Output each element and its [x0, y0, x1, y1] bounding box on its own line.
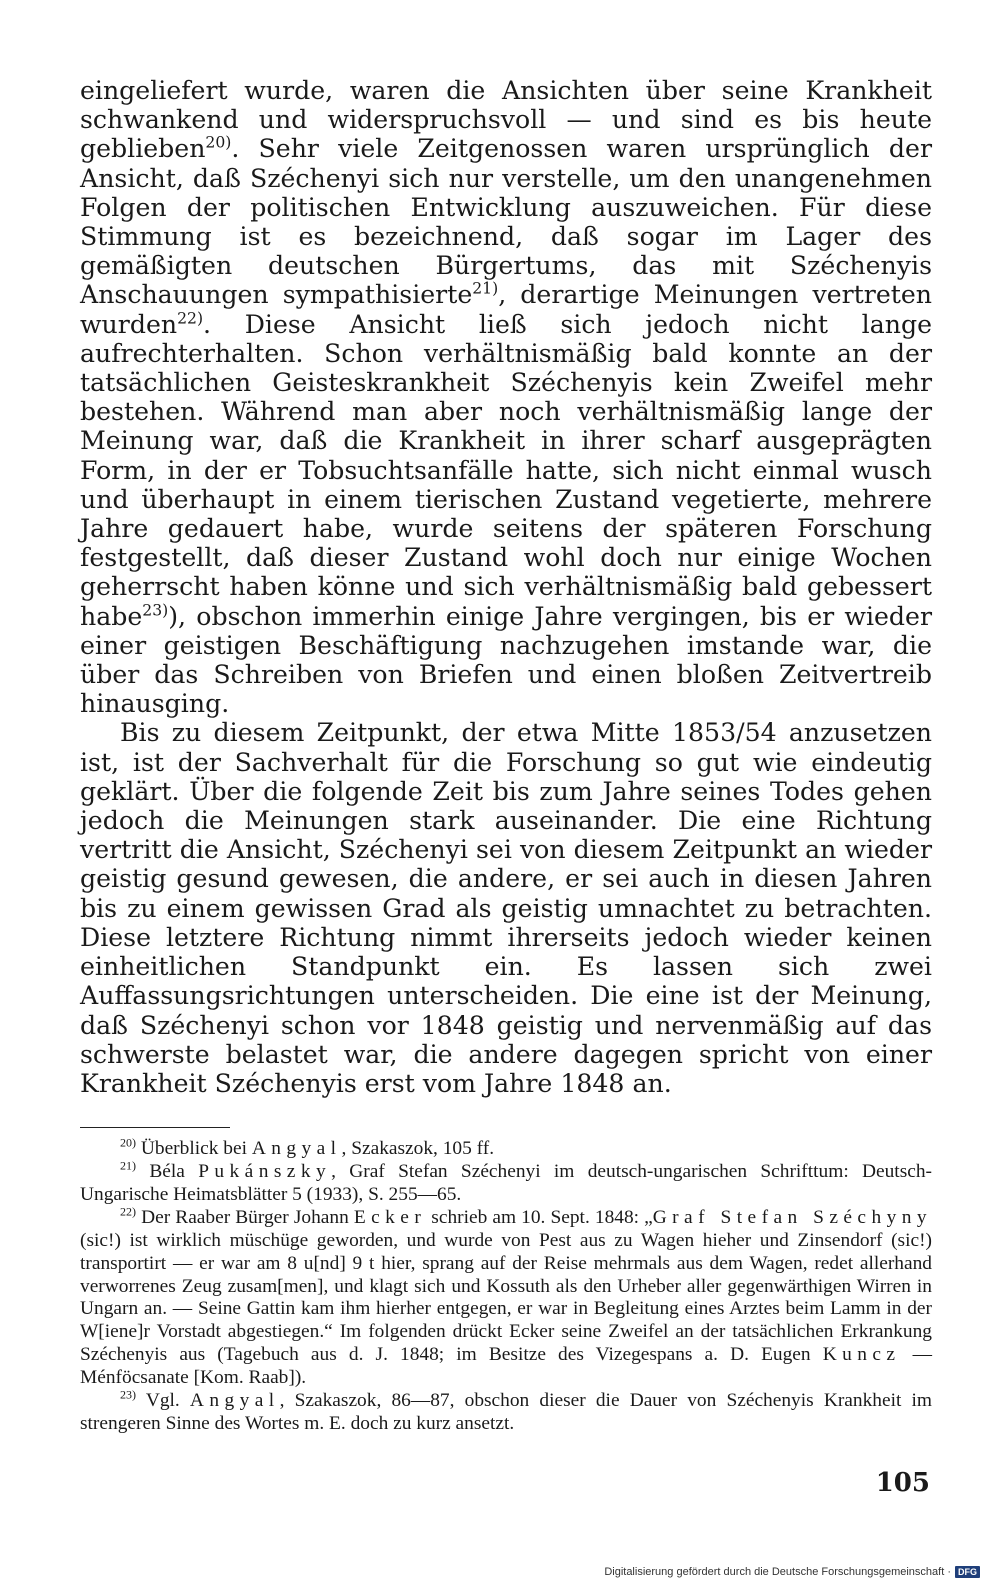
footnote-22: $^{22)}$ Der Raaber Bürger Johann Ecker schrieb am 10. Sept. 1848: „Graf Stefan Széchyny (sic!) ist wirklich müschüge geworden, und wurde von Pest aus zu Wagen hieher und Zinsendorf (sic!) transportirt — er war am 8 u[nd] 9 t hier, sprang auf der Reise mehrmals aus dem Wagen, redet allerhand verworrenes Zeug zusam[men], und klagt sich und Kossuth als den Urheber aller gegenwärthigen Wirren in Ungarn an. — Seine Gattin kam ihm hierher entgegen, er war in Begleitung eines Arztes beim Lamm in der W[iene]r Vorstadt abgestiegen.“ Im folgenden drückt Ecker seine Zweifel an der tatsächlichen Erkrankung Széchenyis aus (Tagebuch aus d. J. 1848; im Besitze des Vizegespans a. D. Eugen Kuncz — Ménföcsanate [Kom. Raab]). — [80, 1204, 932, 1389]
footnote-ref-22: 22) — [177, 309, 204, 328]
page-number: 105 — [875, 1468, 930, 1498]
paragraph-2: Bis zu diesem Zeitpunkt, der etwa Mitte 1853/54 anzusetzen ist, ist der Sachverhalt für die Forschung so gut wie eindeutig geklärt. Über die folgende Zeit bis zum Jahre seines Todes gehen jedoch die Meinungen stark auseinander. Die eine Richtung vertritt die Ansicht, Széchenyi sei von diesem Zeitpunkt an wieder geistig gesund gewesen, die andere, er sei auch in diesen Jahren bis zu einem gewissen Grad als geistig umnachtet zu betrachten. Diese letztere Richtung nimmt ihrerseits jedoch wieder keinen einheitlichen Standpunkt ein. Es lassen sich zwei Auffassungsrichtungen unterscheiden. Die eine ist der Meinung, daß Széchenyi schon vor 1848 geistig und nervenmäßig auf das schwerste belastet war, die andere dagegen spricht von einer Krankheit Széchenyis erst vom Jahre 1848 an. — [80, 718, 932, 1098]
digitization-credit — [604, 1566, 980, 1578]
footnotes — [80, 1135, 933, 1436]
body-text — [80, 76, 932, 1098]
credit-text: Digitalisierung gefördert durch die Deutsche Forschungsgemeinschaft · — [604, 1566, 951, 1578]
page-content — [80, 76, 932, 1436]
dfg-logo-icon: DFG — [955, 1566, 980, 1578]
footnote-20: $^{20)}$ Überblick bei Angyal, Szakaszok, 105 ff. — [120, 1135, 495, 1160]
footnote-ref-20: 20) — [205, 134, 232, 153]
footnote-ref-23: 23) — [142, 601, 169, 620]
footnote-21: $^{21)}$ Béla Pukánszky, Graf Stefan Széchenyi im deutsch-ungarischen Schrifttum: Deutsch-Ungarische Heimatsblätter 5 (1933), S. 255—65. — [80, 1158, 933, 1205]
footnote-23: $^{23)}$ Vgl. Angyal, Szakaszok, 86—87, obschon dieser die Dauer von Széchenyis Krankheit im strengeren Sinne des Wortes m. E. doch zu kurz ansetzt. — [80, 1387, 932, 1434]
paragraph-1: eingeliefert wurde, waren die Ansichten über seine Krankheit schwankend und widerspruchsvoll — und sind es bis heute geblieben$^{20)}$. Sehr viele Zeitgenossen waren ursprünglich der Ansicht, daß Széchenyi sich nur verstelle, um den unangenehmen Folgen der politischen Entwicklung auszuweichen. Für diese Stimmung ist es bezeichnend, daß sogar im Lager des gemäßigten deutschen Bürgertums, das mit Széchenyis Anschauungen sympathisierte$^{21)}$, derartige Meinungen vertreten wurden$^{22)}$. Diese Ansicht ließ sich jedoch nicht lange aufrechterhalten. Schon verhältnismäßig bald konnte an der tatsächlichen Geisteskrankheit Széchenyis kein Zweifel mehr bestehen. Während man aber noch verhältnismäßig lange der Meinung war, daß die Krankheit in ihrer scharf ausgeprägten Form, in der er Tobsuchtsanfälle hatte, sich nicht einmal wusch und überhaupt in einem tierischen Zustand vegetierte, mehrere Jahre gedauert habe, wurde seitens der späteren Forschung festgestellt, daß dieser Zustand wohl doch nur einige Wochen geherrscht haben könne und sich verhältnismäßig bald gebessert habe$^{23)}$), obschon immerhin einige Jahre vergingen, bis er wieder einer geistigen Beschäftigung nachzugehen imstande war, die über das Schreiben von Briefen und einen bloßen Zeitvertreib hinausging. — [80, 76, 932, 719]
footnote-ref-21: 21) — [472, 280, 499, 299]
footnote-divider — [80, 1127, 230, 1128]
